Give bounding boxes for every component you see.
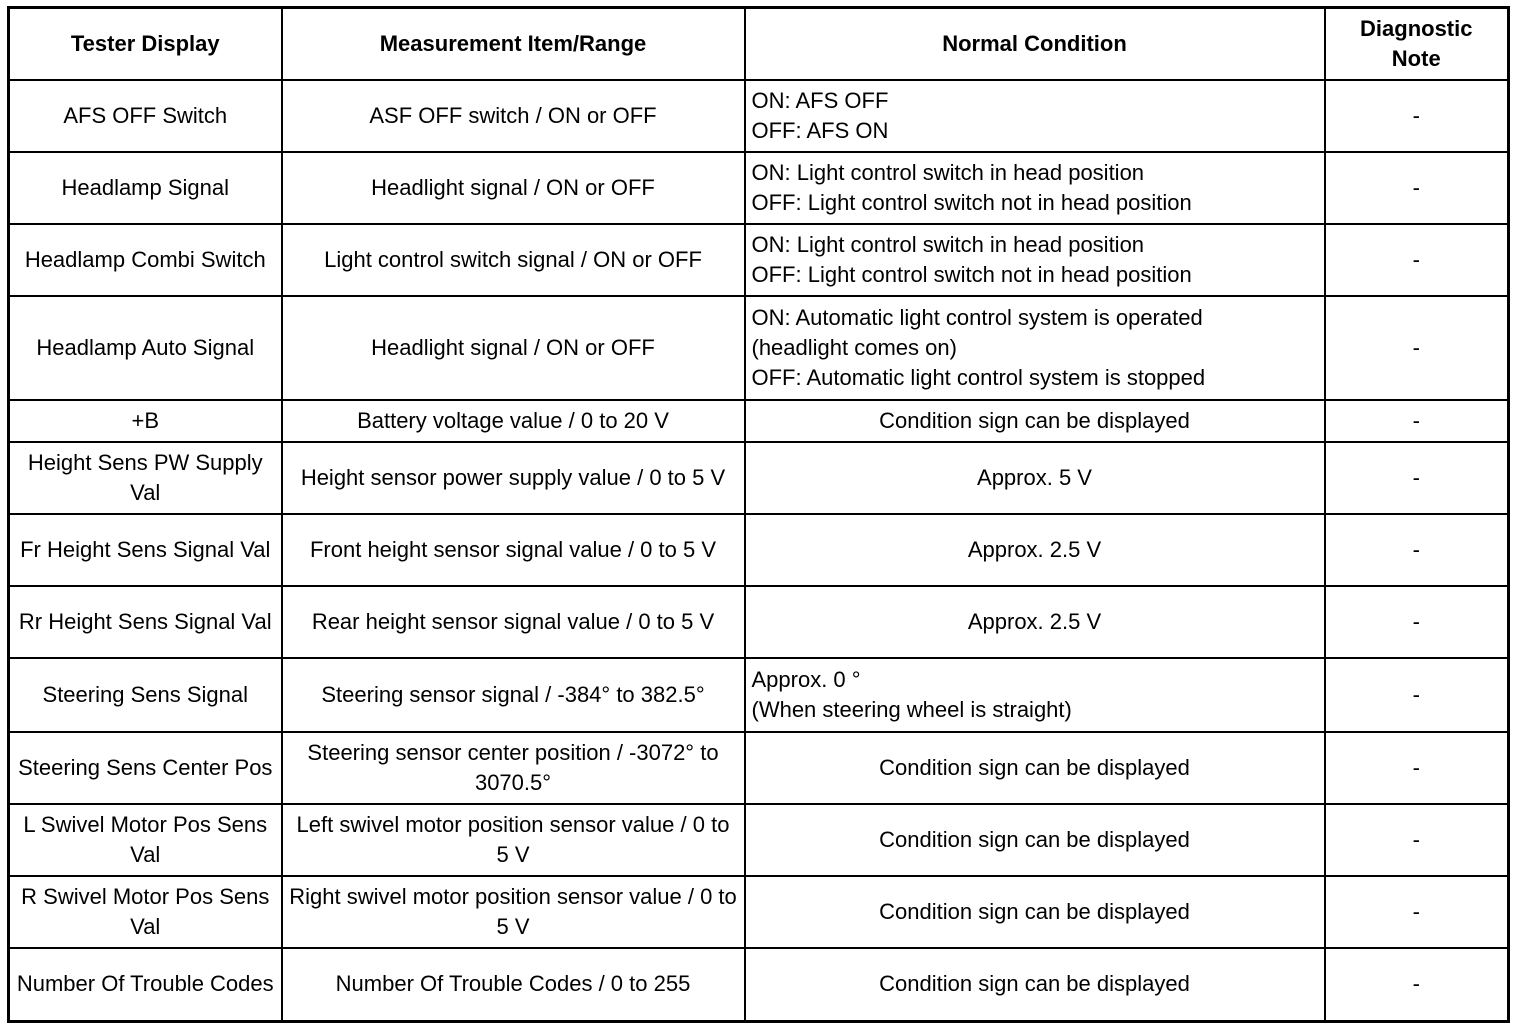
measurement-item-cell: Headlight signal / ON or OFF xyxy=(282,296,745,400)
measurement-item-cell: Steering sensor signal / -384° to 382.5° xyxy=(282,658,745,732)
tester-display-cell: Height Sens PW Supply Val xyxy=(9,442,282,514)
normal-condition-cell xyxy=(745,658,1325,732)
normal-condition-line: (When steering wheel is straight) xyxy=(751,696,1072,722)
tester-display-cell: L Swivel Motor Pos Sens Val xyxy=(9,804,282,876)
measurement-item-cell: Light control switch signal / ON or OFF xyxy=(282,224,745,296)
table-row xyxy=(9,876,1509,948)
normal-condition-line: OFF: Light control switch not in head position xyxy=(751,261,1192,287)
table-row xyxy=(9,658,1509,732)
table-row xyxy=(9,80,1509,152)
table-row xyxy=(9,400,1509,442)
normal-condition-line: ON: AFS OFF xyxy=(751,87,889,113)
diagnostic-note-cell: - xyxy=(1325,442,1509,514)
header-tester-display: Tester Display xyxy=(9,8,282,80)
diagnostic-note-cell: - xyxy=(1325,152,1509,224)
diagnostic-note-cell: - xyxy=(1325,80,1509,152)
header-measurement-item: Measurement Item/Range xyxy=(282,8,745,80)
normal-condition-cell xyxy=(745,296,1325,400)
table-row xyxy=(9,296,1509,400)
diagnostic-note-cell: - xyxy=(1325,514,1509,586)
normal-condition-cell: Approx. 2.5 V xyxy=(745,514,1325,586)
diagnostic-note-cell: - xyxy=(1325,296,1509,400)
table-body xyxy=(9,80,1509,1022)
normal-condition-line: OFF: Light control switch not in head position xyxy=(751,189,1192,215)
measurement-item-cell: Right swivel motor position sensor value / 0 to 5 V xyxy=(282,876,745,948)
tester-display-cell: AFS OFF Switch xyxy=(9,80,282,152)
normal-condition-line: Approx. 0 ° xyxy=(751,666,861,692)
tester-display-cell: Steering Sens Signal xyxy=(9,658,282,732)
header-diagnostic-note: Diagnostic Note xyxy=(1325,8,1509,80)
tester-display-table xyxy=(7,6,1510,1023)
normal-condition-cell: Condition sign can be displayed xyxy=(745,948,1325,1022)
table-row xyxy=(9,514,1509,586)
tester-display-cell: Fr Height Sens Signal Val xyxy=(9,514,282,586)
measurement-item-cell: Height sensor power supply value / 0 to 5 V xyxy=(282,442,745,514)
normal-condition-line: ON: Light control switch in head position xyxy=(751,231,1145,257)
normal-condition-cell: Condition sign can be displayed xyxy=(745,876,1325,948)
measurement-item-cell: Front height sensor signal value / 0 to 5 V xyxy=(282,514,745,586)
table-row xyxy=(9,442,1509,514)
tester-display-cell: Number Of Trouble Codes xyxy=(9,948,282,1022)
measurement-item-cell: Battery voltage value / 0 to 20 V xyxy=(282,400,745,442)
normal-condition-line: (headlight comes on) xyxy=(751,334,957,360)
header-row xyxy=(9,8,1509,80)
table-row xyxy=(9,804,1509,876)
normal-condition-cell xyxy=(745,224,1325,296)
normal-condition-cell: Condition sign can be displayed xyxy=(745,732,1325,804)
diagnostic-note-cell: - xyxy=(1325,658,1509,732)
normal-condition-line: ON: Automatic light control system is operated xyxy=(751,304,1203,330)
measurement-item-cell: Rear height sensor signal value / 0 to 5 V xyxy=(282,586,745,658)
normal-condition-cell xyxy=(745,152,1325,224)
normal-condition-line: OFF: AFS ON xyxy=(751,117,889,143)
measurement-item-cell: Steering sensor center position / -3072° to 3070.5° xyxy=(282,732,745,804)
normal-condition-cell: Condition sign can be displayed xyxy=(745,804,1325,876)
tester-display-cell: Headlamp Combi Switch xyxy=(9,224,282,296)
diagnostic-note-cell: - xyxy=(1325,586,1509,658)
normal-condition-cell xyxy=(745,80,1325,152)
table-row xyxy=(9,732,1509,804)
header-normal-condition: Normal Condition xyxy=(745,8,1325,80)
measurement-item-cell: ASF OFF switch / ON or OFF xyxy=(282,80,745,152)
measurement-item-cell: Left swivel motor position sensor value / 0 to 5 V xyxy=(282,804,745,876)
table-row xyxy=(9,152,1509,224)
tester-display-cell: R Swivel Motor Pos Sens Val xyxy=(9,876,282,948)
tester-display-cell: Headlamp Signal xyxy=(9,152,282,224)
table-row xyxy=(9,586,1509,658)
normal-condition-cell: Approx. 2.5 V xyxy=(745,586,1325,658)
normal-condition-line: OFF: Automatic light control system is stopped xyxy=(751,364,1206,390)
tester-display-cell: Steering Sens Center Pos xyxy=(9,732,282,804)
diagnostic-note-cell: - xyxy=(1325,948,1509,1022)
tester-display-cell: Headlamp Auto Signal xyxy=(9,296,282,400)
measurement-item-cell: Headlight signal / ON or OFF xyxy=(282,152,745,224)
diagnostic-note-cell: - xyxy=(1325,804,1509,876)
diagnostic-note-cell: - xyxy=(1325,400,1509,442)
table-row xyxy=(9,224,1509,296)
diagnostic-note-cell: - xyxy=(1325,732,1509,804)
diagnostic-note-cell: - xyxy=(1325,876,1509,948)
normal-condition-cell: Approx. 5 V xyxy=(745,442,1325,514)
normal-condition-cell: Condition sign can be displayed xyxy=(745,400,1325,442)
normal-condition-line: ON: Light control switch in head position xyxy=(751,159,1145,185)
table-row xyxy=(9,948,1509,1022)
diagnostic-note-cell: - xyxy=(1325,224,1509,296)
measurement-item-cell: Number Of Trouble Codes / 0 to 255 xyxy=(282,948,745,1022)
tester-display-cell: +B xyxy=(9,400,282,442)
tester-display-cell: Rr Height Sens Signal Val xyxy=(9,586,282,658)
